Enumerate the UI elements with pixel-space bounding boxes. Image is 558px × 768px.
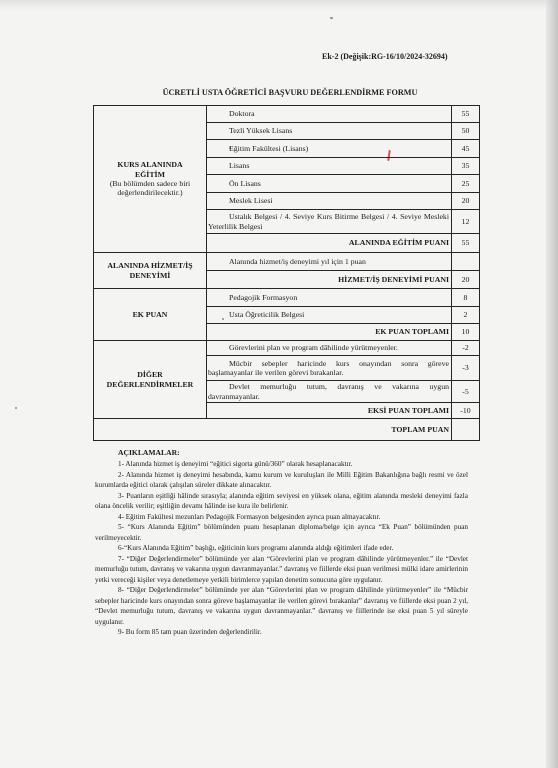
- criterion-score: -3: [452, 356, 480, 381]
- explanation-item: 3- Puanların eşitliği hâlinde sırasıyla; alanında eğitim seviyesi en yüksek olana, eğitim alanında mesleki deneyimi fazla olana öncelik verilir; eşitliğin devamı hâlinde ise kura ile belirlenir.: [95, 491, 468, 510]
- criterion-score: 20: [452, 193, 480, 210]
- table-row: [94, 341, 480, 356]
- scan-speck: [15, 407, 17, 409]
- explanations-list: [95, 459, 468, 638]
- form-title: ÜCRETLİ USTA ÖĞRETİCİ BAŞVURU DEĞERLENDİRME FORMU: [162, 88, 418, 97]
- criterion-label: Ön Lisans: [207, 175, 452, 193]
- section-note: (Bu bölümden sadece biri değerlendirilecektir.): [109, 179, 191, 198]
- criterion-label: Devlet memurluğu tutum, davranış ve vakarına uygun davranmayanlar.: [207, 381, 452, 403]
- criterion-score: 50: [452, 123, 480, 140]
- table-row: [94, 289, 480, 307]
- explanation-item: 2- Alanında hizmet iş deneyimi hesabında, kamu kurum ve kuruluşları ile Milli Eğitim Bakanlığına bağlı resmi ve özel kurumlarda eğitici olarak çalışılan süreler dikkate alınacaktır.: [95, 470, 468, 489]
- explanation-item: 1- Alanında hizmet iş deneyimi “eğitici sigorta günü/360” olarak hesaplanacaktır.: [118, 460, 353, 468]
- criterion-score: 55: [452, 106, 480, 123]
- section-total-score: -10: [452, 403, 480, 419]
- section-heading: DİĞER DEĞERLENDİRMELER: [106, 370, 194, 389]
- explanation-item: 9- Bu form 85 tam puan üzerinden değerlendirilir.: [118, 628, 262, 636]
- criterion-label: Usta Öğreticilik Belgesi: [207, 307, 452, 324]
- evaluation-table: [93, 105, 480, 441]
- criterion-score: [452, 253, 480, 271]
- section-total-label: EK PUAN TOPLAMI: [207, 324, 452, 341]
- section-heading: EK PUAN: [132, 309, 168, 319]
- criterion-label: Tezli Yüksek Lisans: [207, 123, 452, 140]
- criterion-score: 2: [452, 307, 480, 324]
- explanation-item: 7- “Diğer Değerlendirmeler” bölümünde yer alan “Görevlerini plan ve program dâhilinde yürütmeyenler.” ile “Devlet memurluğu tutum, davranış ve vakarına uygun davranmayanlar.” davranış ve fiillerde eksi puan verilmesi mülki idare amirlerinin yetki vereceği kişiler veya denetlemeye yetkili birimlerce yapılan denetim sonucuna göre uygulanır.: [95, 554, 468, 584]
- scan-top-shadow: [0, 0, 558, 10]
- explanations-heading: AÇIKLAMALAR:: [118, 448, 180, 457]
- criterion-label: Meslek Lisesi: [207, 193, 452, 210]
- grand-total-label: TOPLAM PUAN: [94, 419, 452, 441]
- criterion-label: Görevlerini plan ve program dâhilinde yürütmeyenler.: [207, 341, 452, 356]
- criterion-label: Eğitim Fakültesi (Lisans): [207, 140, 452, 158]
- section-education-cell: [94, 106, 207, 253]
- criterion-label: Lisans: [207, 158, 452, 175]
- section-extra-cell: [94, 289, 207, 341]
- explanation-item: 4- Eğitim Fakültesi mezunları Pedagojik Formasyon belgesinden ayrıca puan almayacaktır.: [118, 512, 381, 521]
- table-row: [94, 419, 480, 441]
- section-heading: ALANINDA HİZMET/İŞ DENEYİMİ: [107, 261, 193, 280]
- criterion-score: -5: [452, 381, 480, 403]
- section-total-score: 20: [452, 271, 480, 289]
- annex-reference: Ek-2 (Değişik:RG-16/10/2024-32694): [322, 52, 448, 61]
- criterion-score: 35: [452, 158, 480, 175]
- table-row: [94, 253, 480, 271]
- criterion-label: Mücbir sebepler haricinde kurs onayından sonra göreve başlamayanlar ile verilen görevi bırakanlar.: [207, 356, 452, 381]
- scan-speck: [330, 17, 333, 19]
- criterion-label: Pedagojik Formasyon: [207, 289, 452, 307]
- criterion-score: -2: [452, 341, 480, 356]
- criterion-score: 25: [452, 175, 480, 193]
- criterion-label: Alanında hizmet/iş deneyimi yıl için 1 puan: [207, 253, 452, 271]
- scan-edge-shadow: [546, 0, 558, 768]
- section-total-score: 10: [452, 324, 480, 341]
- criterion-score: 45: [452, 140, 480, 158]
- criterion-label: Ustalık Belgesi / 4. Seviye Kurs Bitirme Belgesi / 4. Seviye Mesleki Yeterlilik Belgesi: [207, 210, 452, 234]
- section-experience-cell: [94, 253, 207, 289]
- grand-total-score: [452, 419, 480, 441]
- explanation-item: 6-“Kurs Alanında Eğitim” başlığı, eğiticinin kurs programı alanında aldığı eğitimleri ifade eder.: [118, 544, 394, 552]
- section-total-label: ALANINDA EĞİTİM PUANI: [207, 234, 452, 253]
- criterion-score: 12: [452, 210, 480, 234]
- section-total-label: EKSİ PUAN TOPLAMI: [207, 403, 452, 419]
- section-total-label: HİZMET/İŞ DENEYİMİ PUANI: [207, 271, 452, 289]
- criterion-label: Doktora: [207, 106, 452, 123]
- section-other-cell: [94, 341, 207, 419]
- explanation-item: 5- “Kurs Alanında Eğitim” bölümünden puanı hesaplanan diploma/belge için ayrıca “Ek Puan” bölümünden puan verilmeyecektir.: [95, 523, 468, 542]
- criterion-score: 8: [452, 289, 480, 307]
- section-total-score: 55: [452, 234, 480, 253]
- explanation-item: 8- “Diğer Değerlendirmeler” bölümünde yer alan “Görevlerini plan ve program dâhilinde yürütmeyenler” ile “Mücbir sebepler haricinde kurs onayından sonra göreve başlamayanlar ile verilen görevi bırakanlar” davranış ve fiillerde eksi puan 2 yıl, “Devlet memurluğu tutum, davranış ve vakarına uygun davranmayanlar.” davranış ve fiillerinde ise eksi puan 5 yıl süreyle uygulanır.: [95, 586, 468, 626]
- table-row: [94, 106, 480, 123]
- section-heading: KURS ALANINDA EĞİTİM: [117, 160, 183, 179]
